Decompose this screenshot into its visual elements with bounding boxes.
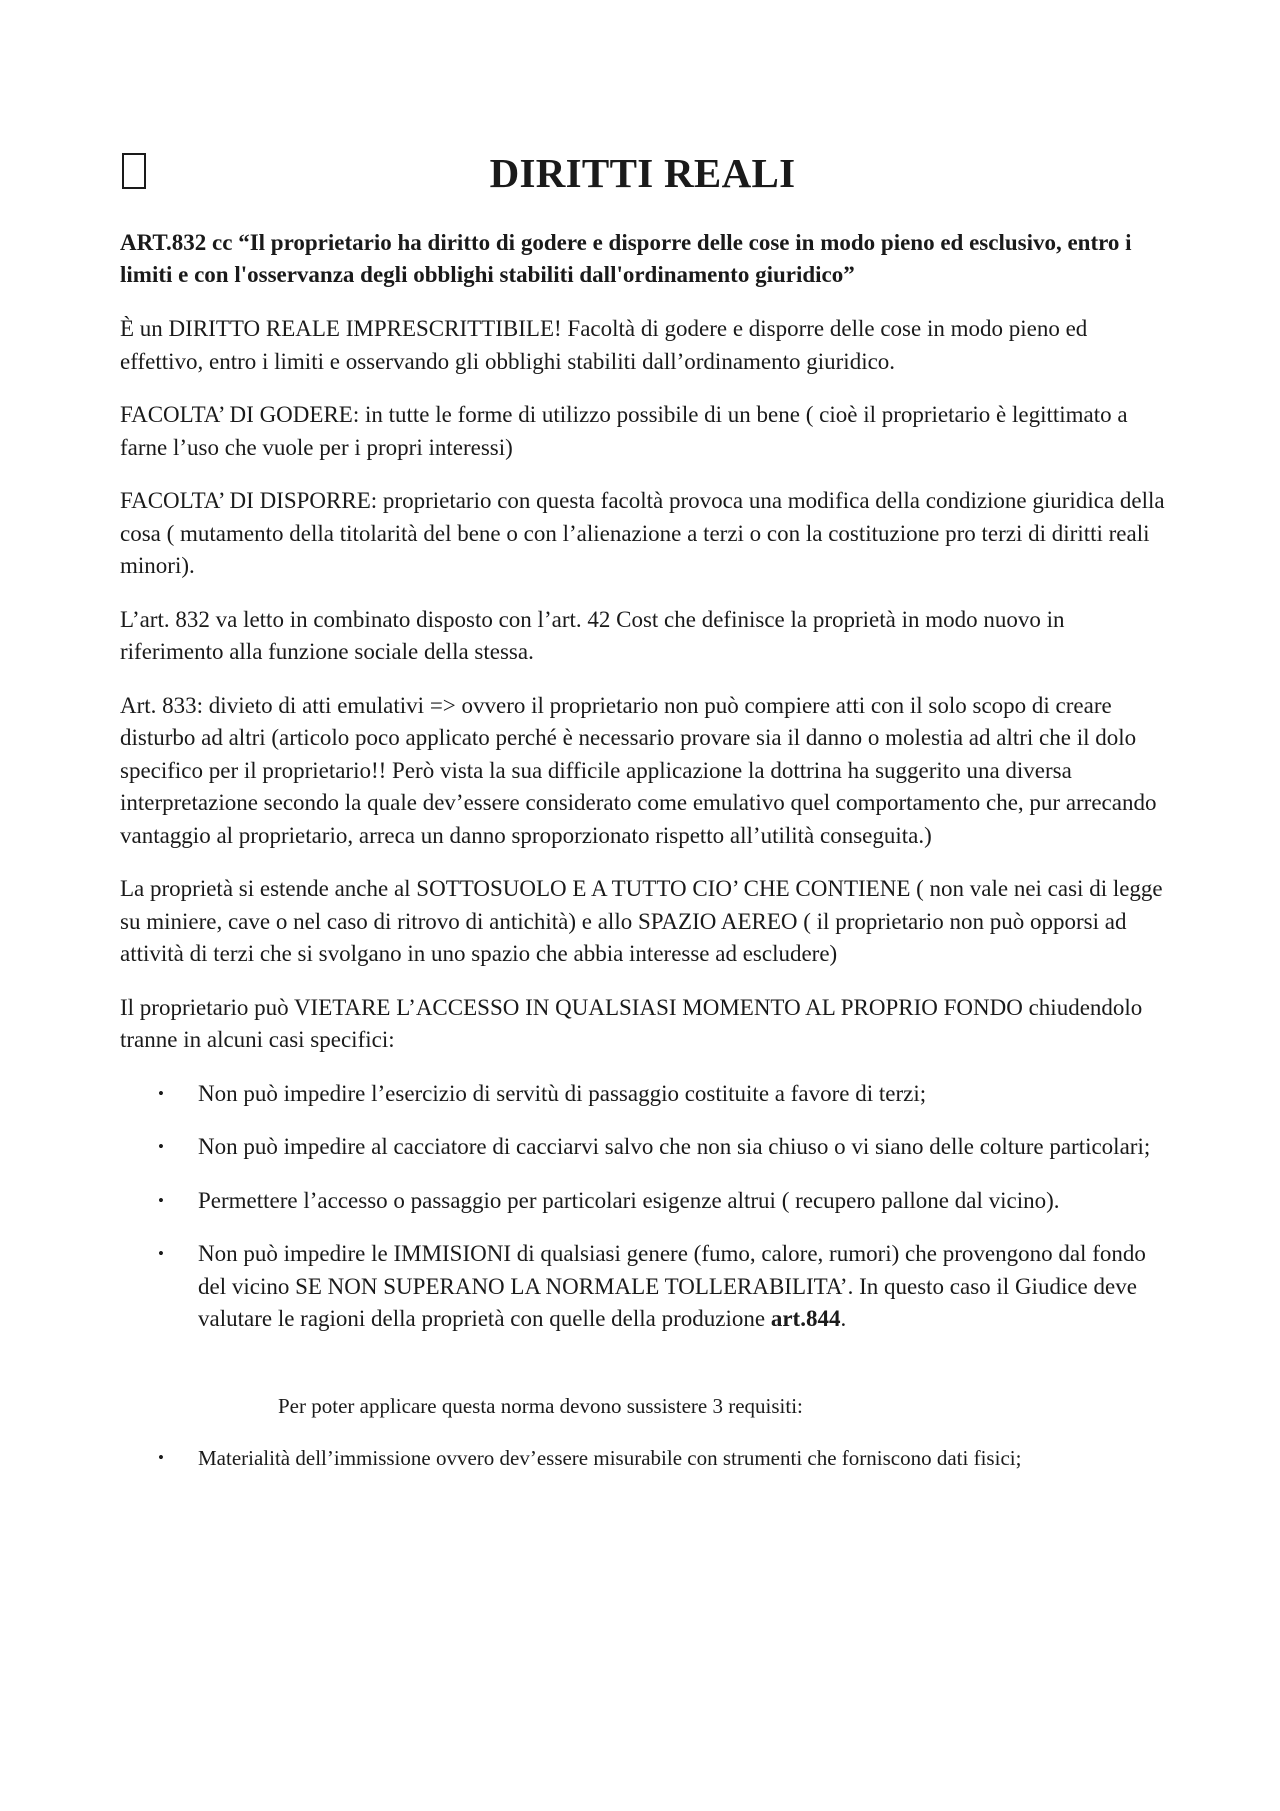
list-item: [120, 1078, 1165, 1111]
list-item-text: Non può impedire al cacciatore di cacciarvi salvo che non sia chiuso o vi siano delle colture particolari;: [198, 1134, 1151, 1159]
paragraph-facolta-godere: FACOLTA’ DI GODERE: in tutte le forme di utilizzo possibile di un bene ( cioè il proprietario è legittimato a farne l’uso che vuole per i propri interessi): [120, 402, 1128, 460]
article-832-quote: ART.832 cc “Il proprietario ha diritto di godere e disporre delle cose in modo pieno ed esclusivo, entro i limiti e con l'osservanza degli obblighi stabiliti dall'ordinamento giuridico”: [120, 230, 1132, 287]
paragraph-art-833: Art. 833: divieto di atti emulativi => ovvero il proprietario non può compiere atti con il solo scopo di creare disturbo ad altri (articolo poco applicato perché è necessario provare sia il danno o molestia ad altri che il dolo specifico per il proprietario!! Però vista la sua difficile applicazione la dottrina ha suggerito una diversa interpretazione secondo la quale dev’essere considerato come emulativo quel comportamento che, pur arrecando vantaggio al proprietario, arreca un danno sproporzionato rispetto all’utilità conseguita.): [120, 692, 1157, 848]
list-item-text: Permettere l’accesso o passaggio per particolari esigenze altrui ( recupero pallone dal vicino).: [198, 1187, 1060, 1213]
bullet-icon: •: [158, 1244, 164, 1263]
paragraph-facolta-disporre: FACOLTA’ DI DISPORRE: proprietario con questa facoltà provoca una modifica della condizione giuridica della cosa ( mutamento della titolarità del bene o con l’alienazione a terzi o con la costituzione pro terzi di diritti reali minori).: [120, 488, 1165, 578]
bullet-icon: •: [158, 1447, 164, 1467]
document-title: DIRITTI REALI: [489, 150, 796, 196]
paragraph-vietare-accesso: Il proprietario può VIETARE L’ACCESSO IN QUALSIASI MOMENTO AL PROPRIO FONDO chiudendolo tranne in alcuni casi specifici:: [120, 994, 1143, 1052]
list-item-end: .: [840, 1306, 847, 1331]
paragraph-imprescrittibile: È un DIRITTO REALE IMPRESCRITTIBILE! Facoltà di godere e disporre delle cose in modo pieno ed effettivo, entro i limiti e osservando gli obblighi stabiliti dall’ordinamento giuridico.: [120, 316, 1088, 374]
list-item-text: Non può impedire le IMMISIONI di qualsiasi genere (fumo, calore, rumori) che provengono dal fondo del vicino SE NON SUPERANO LA NORMALE TOLLERABILITA’. In questo caso il Giudice deve valutare le ragioni della proprietà con quelle della produzione: [198, 1241, 1146, 1331]
bullet-icon: •: [158, 1190, 164, 1210]
list-item-text: Materialità dell’immissione ovvero dev’essere misurabile con strumenti che forniscono dati fisici;: [198, 1445, 1022, 1470]
bullet-icon: •: [158, 1083, 164, 1103]
requirements-intro: Per poter applicare questa norma devono sussistere 3 requisiti:: [278, 1393, 803, 1418]
exceptions-list: [120, 1078, 1165, 1336]
paragraph-sottosuolo: La proprietà si estende anche al SOTTOSUOLO E A TUTTO CIO’ CHE CONTIENE ( non vale nei casi di legge su miniere, cave o nel caso di ritrovo di antichità) e allo SPAZIO AEREO ( il proprietario non può opporsi ad attività di terzi che si svolgano in uno spazio che abbia interesse ad escludere): [120, 876, 1163, 966]
list-item: [120, 1185, 1165, 1218]
list-item: [120, 1131, 1165, 1164]
spacer: [120, 1357, 1165, 1391]
bullet-icon: •: [158, 1137, 164, 1156]
paragraph-art-42-cost: L’art. 832 va letto in combinato disposto con l’art. 42 Cost che definisce la proprietà in modo nuovo in riferimento alla funzione sociale della stessa.: [120, 606, 1065, 664]
list-item: [120, 1238, 1165, 1336]
document-page: [120, 145, 1165, 1494]
article-844-reference: art.844: [770, 1306, 841, 1331]
requirements-list: [120, 1443, 1165, 1473]
list-item-text: Non può impedire l’esercizio di servitù di passaggio costituite a favore di terzi;: [198, 1080, 927, 1106]
list-item: [120, 1443, 1165, 1473]
title-row: [120, 145, 1165, 205]
